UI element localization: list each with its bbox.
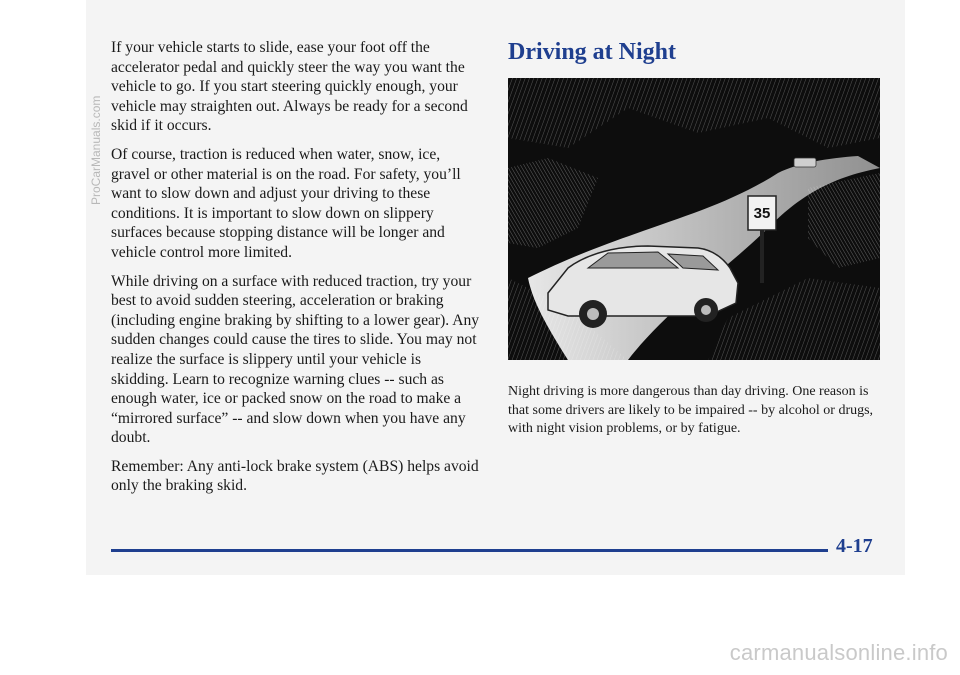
night-driving-illustration	[508, 78, 880, 360]
speed-sign-post	[760, 228, 764, 283]
paragraph-avoid-sudden-changes: While driving on a surface with reduced traction, try your best to avoid sudden steering, acceleration or braking (including engine braking by shifting to a lower gear). Any sudden changes could cause the tires to slide. You may not realize the surface is slippery until your vehicle is skidding. Learn to recognize warning clues -- such as enough water, ice or packed snow on the road to make a “mirrored surface” -- and slow down when you have any doubt.	[111, 272, 480, 447]
site-watermark: carmanualsonline.info	[729, 640, 948, 665]
figure-caption: Night driving is more dangerous than day driving. One reason is that some drivers are likely to be impaired -- by alcohol or drugs, with night vision problems, or by fatigue.	[508, 384, 874, 436]
section-heading: Driving at Night	[508, 39, 676, 65]
side-watermark: ProCarManuals.com	[89, 95, 103, 205]
page-number: 4-17	[836, 535, 873, 557]
paragraph-skid-recovery: If your vehicle starts to slide, ease your foot off the accelerator pedal and quickly steer the way you want the vehicle to go. If you start steering quickly enough, your vehicle may straighten out. Always be ready for a second skid if it occurs.	[111, 39, 468, 135]
left-column	[111, 38, 481, 505]
paragraph-abs-reminder: Remember: Any anti-lock brake system (ABS) helps avoid only the braking skid.	[111, 457, 479, 495]
right-column	[508, 38, 888, 436]
distant-car	[794, 158, 816, 167]
speed-sign-number: 35	[753, 205, 771, 222]
footer-rule	[111, 549, 828, 552]
paragraph-reduced-traction: Of course, traction is reduced when water, snow, ice, gravel or other material is on the road. For safety, you’ll want to slow down and adjust your driving to these conditions. It is important to slow down on slippery surfaces because stopping distance will be longer and vehicle control more limited.	[111, 145, 461, 261]
